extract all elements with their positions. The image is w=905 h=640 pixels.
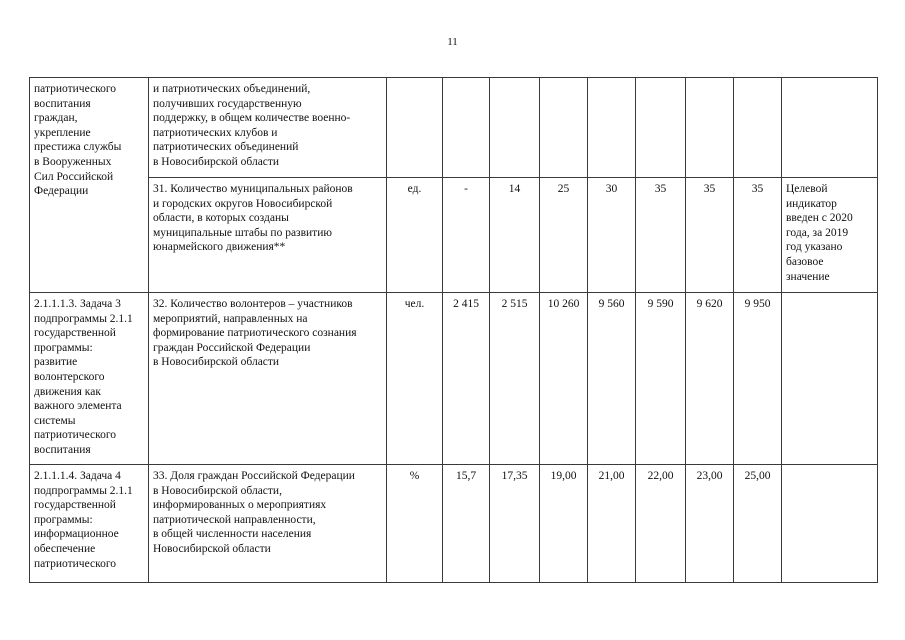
- value-cell: 2 515: [490, 293, 540, 465]
- indicator-cell: 31. Количество муниципальных районов и городских округов Новосибирской области, в которых созданы муниципальные штабы по развитию юнармейского движения**: [149, 178, 387, 293]
- value-cell: 17,35: [490, 465, 540, 583]
- page-number: 11: [447, 36, 458, 48]
- value-cell: 25: [540, 178, 588, 293]
- value-cell: 10 260: [540, 293, 588, 465]
- value-cell: 14: [490, 178, 540, 293]
- note-cell: Целевой индикатор введен с 2020 года, за 2019 год указано базовое значение: [782, 178, 878, 293]
- note-cell: [782, 465, 878, 583]
- value-cell: 9 590: [636, 293, 686, 465]
- value-cell: 9 950: [734, 293, 782, 465]
- table-row: [30, 178, 878, 293]
- value-cell: 23,00: [686, 465, 734, 583]
- unit-cell: %: [387, 465, 443, 583]
- value-cell: 35: [686, 178, 734, 293]
- note-cell: [782, 78, 878, 178]
- indicator-cell: 32. Количество волонтеров – участников мероприятий, направленных на формирование патриотического сознания граждан Российской Федерации в Новосибирской области: [149, 293, 387, 465]
- value-cell: [540, 78, 588, 178]
- task-cell: 2.1.1.1.4. Задача 4 подпрограммы 2.1.1 государственной программы: информационное обеспечение патриотического: [30, 465, 149, 583]
- value-cell: [686, 78, 734, 178]
- value-cell: 22,00: [636, 465, 686, 583]
- note-cell: [782, 293, 878, 465]
- table-row: [30, 465, 878, 583]
- value-cell: [490, 78, 540, 178]
- indicator-cell: 33. Доля граждан Российской Федерации в Новосибирской области, информированных о мероприятиях патриотической направленности, в общей численности населения Новосибирской области: [149, 465, 387, 583]
- value-cell: 35: [636, 178, 686, 293]
- indicator-cell: и патриотических объединений, получивших государственную поддержку, в общем количестве военно- патриотических клубов и патриотических объединений в Новосибирской области: [149, 78, 387, 178]
- value-cell: 9 560: [588, 293, 636, 465]
- value-cell: 19,00: [540, 465, 588, 583]
- value-cell: [636, 78, 686, 178]
- value-cell: 35: [734, 178, 782, 293]
- value-cell: [734, 78, 782, 178]
- task-cell: 2.1.1.1.3. Задача 3 подпрограммы 2.1.1 государственной программы: развитие волонтерского движения как важного элемента системы патриотического воспитания: [30, 293, 149, 465]
- value-cell: [443, 78, 490, 178]
- value-cell: [588, 78, 636, 178]
- task-cell: патриотического воспитания граждан, укрепление престижа службы в Вооруженных Сил Российской Федерации: [30, 78, 149, 293]
- indicators-table: [29, 77, 878, 583]
- unit-cell: ед.: [387, 178, 443, 293]
- table-row: [30, 293, 878, 465]
- value-cell: -: [443, 178, 490, 293]
- value-cell: 25,00: [734, 465, 782, 583]
- table-row: [30, 78, 878, 178]
- value-cell: 15,7: [443, 465, 490, 583]
- unit-cell: [387, 78, 443, 178]
- value-cell: 9 620: [686, 293, 734, 465]
- value-cell: 2 415: [443, 293, 490, 465]
- value-cell: 30: [588, 178, 636, 293]
- unit-cell: чел.: [387, 293, 443, 465]
- value-cell: 21,00: [588, 465, 636, 583]
